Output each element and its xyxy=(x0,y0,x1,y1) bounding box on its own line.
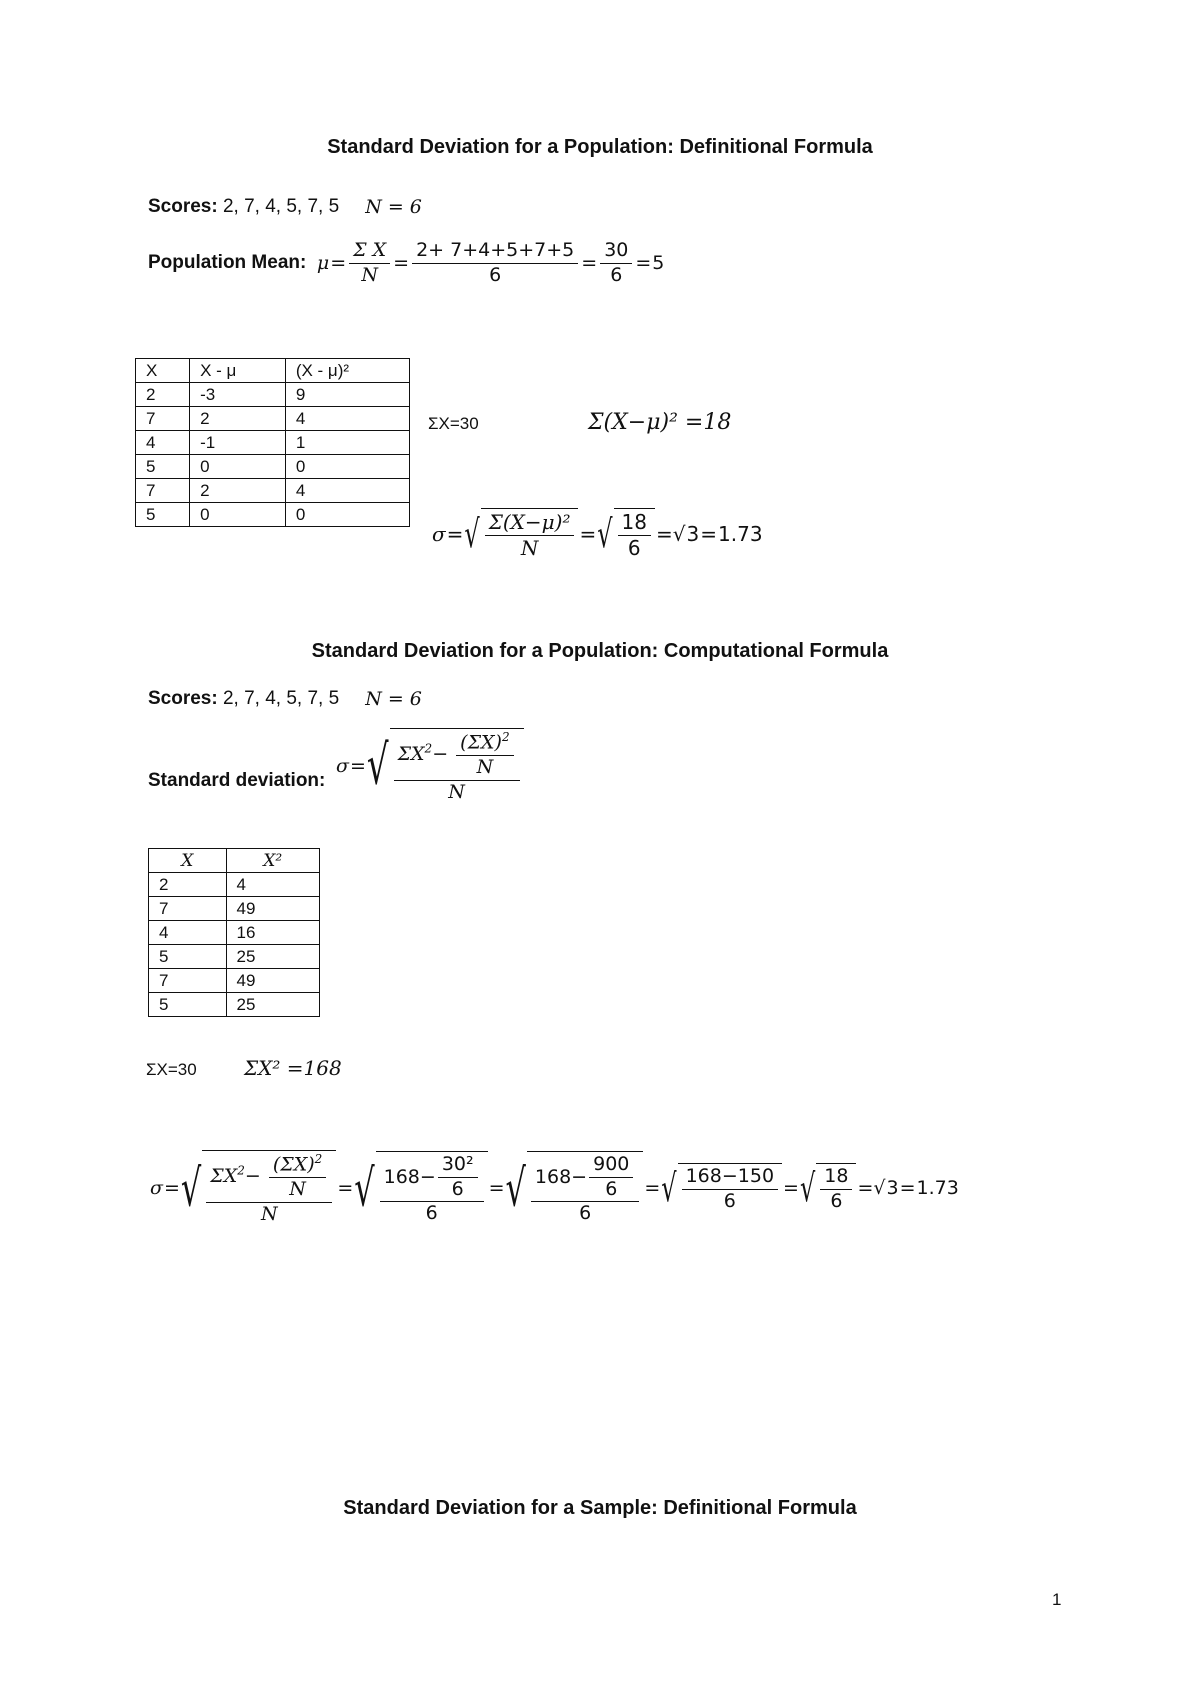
sd-computational-formula: σ = √ $\Sigma X^2-$ $\frac{(\Sigma X)^2}{N}$ N xyxy=(336,728,524,804)
table-cell: 4 xyxy=(226,873,319,897)
n-expression: N = 6 xyxy=(365,196,422,218)
table-cell: 5 xyxy=(149,993,227,1017)
table-cell: 16 xyxy=(226,921,319,945)
section-title-population-computational: Standard Deviation for a Population: Computational Formula xyxy=(311,640,889,662)
sum-of-squares: Σ(X−μ)² =18 xyxy=(588,410,732,435)
standard-deviation-label: Standard deviation: xyxy=(148,770,326,791)
sd-definitional-formula: σ = √ $\frac{\text{Σ(X−μ)²}}{N}$ = √ $\frac{18}{6}$ =√ 3 = 1.73 xyxy=(432,510,763,560)
table-cell: 5 xyxy=(149,945,227,969)
population-mean-line: Population Mean: μ = $\frac{\text{Σ X}}{N}$ = $\frac{2+ 7+4+5+7+5}{6}$ = $\frac{30}{6}$ = 5 xyxy=(148,239,665,286)
sd2-result: 1.73 xyxy=(916,1176,959,1199)
table-cell: 49 xyxy=(226,897,319,921)
mean-result: 5 xyxy=(652,252,665,275)
table-cell: 7 xyxy=(149,897,227,921)
scores-line-2: Scores: 2, 7, 4, 5, 7, 5 N = 6 xyxy=(148,688,422,710)
table-cell: 2 xyxy=(190,407,286,431)
table-row xyxy=(149,897,320,921)
table-cell: 5 xyxy=(136,503,190,527)
table-cell: 4 xyxy=(285,407,409,431)
mean-fraction-2: $\frac{2+ 7+4+5+7+5}{6}$ xyxy=(412,240,578,287)
mu-symbol: μ xyxy=(316,252,330,275)
sum-x-squared: ΣX² =168 xyxy=(244,1056,342,1080)
table-cell: 7 xyxy=(149,969,227,993)
table-cell: 1 xyxy=(285,431,409,455)
table-cell: 49 xyxy=(226,969,319,993)
deviation-table xyxy=(135,358,410,527)
table-row xyxy=(136,383,410,407)
squares-table xyxy=(148,848,320,1017)
table-row xyxy=(136,503,410,527)
table-cell: 0 xyxy=(285,503,409,527)
table-header-cell: X² xyxy=(226,849,319,873)
table-cell: 5 xyxy=(136,455,190,479)
scores-label: Scores: xyxy=(148,196,218,217)
section-title-population-definitional: Standard Deviation for a Population: Definitional Formula xyxy=(327,136,873,158)
table-cell: 7 xyxy=(136,479,190,503)
sum-x-1: ΣX=30 xyxy=(428,414,479,433)
mean-fraction-1: $\frac{\text{Σ X}}{N}$ xyxy=(349,240,390,287)
table-cell: 2 xyxy=(136,383,190,407)
table-row xyxy=(136,407,410,431)
table-row xyxy=(149,969,320,993)
sd1-result: 1.73 xyxy=(718,522,763,546)
page-number: 1 xyxy=(1052,1590,1062,1609)
table-cell: 4 xyxy=(149,921,227,945)
table-header-cell: X xyxy=(149,849,227,873)
table-row xyxy=(136,479,410,503)
scores-values: 2, 7, 4, 5, 7, 5 xyxy=(222,196,340,217)
table-cell: -1 xyxy=(190,431,286,455)
table-header-cell: (X - μ)² xyxy=(285,359,409,383)
population-mean-label: Population Mean: xyxy=(148,252,307,274)
table-row xyxy=(136,431,410,455)
table-cell: 0 xyxy=(285,455,409,479)
table-header-cell: X xyxy=(136,359,190,383)
table-header-row xyxy=(136,359,410,383)
table-cell: 2 xyxy=(149,873,227,897)
table-row xyxy=(149,873,320,897)
table-header-row xyxy=(149,849,320,873)
table-cell: 4 xyxy=(136,431,190,455)
table-cell: 9 xyxy=(285,383,409,407)
table-header-cell: X - μ xyxy=(190,359,286,383)
table-cell: -3 xyxy=(190,383,286,407)
sd-computational-solution: σ = √ $\Sigma X^2-$ $\frac{(\Sigma X)^2}{N}$ N = √ 168− $\frac{\text{30²}}{6}$ 6 = √ 168− $\frac{900}{6}$ 6 = √ $\frac{168-150}{6}$ = √ $\frac{18}{6}$ =√ 3 = 1.73 xyxy=(150,1152,959,1226)
table-cell: 25 xyxy=(226,993,319,1017)
table-row xyxy=(149,921,320,945)
table-row xyxy=(149,993,320,1017)
table-cell: 7 xyxy=(136,407,190,431)
table-cell: 25 xyxy=(226,945,319,969)
scores-line-1 xyxy=(148,196,422,218)
table-cell: 0 xyxy=(190,455,286,479)
section-title-sample-definitional: Standard Deviation for a Sample: Definitional Formula xyxy=(343,1497,857,1519)
table-cell: 2 xyxy=(190,479,286,503)
table-cell: 0 xyxy=(190,503,286,527)
table-row xyxy=(136,455,410,479)
mean-fraction-3: $\frac{30}{6}$ xyxy=(600,240,632,287)
table-row xyxy=(149,945,320,969)
sum-x-2: ΣX=30 xyxy=(146,1060,197,1079)
table-cell: 4 xyxy=(285,479,409,503)
